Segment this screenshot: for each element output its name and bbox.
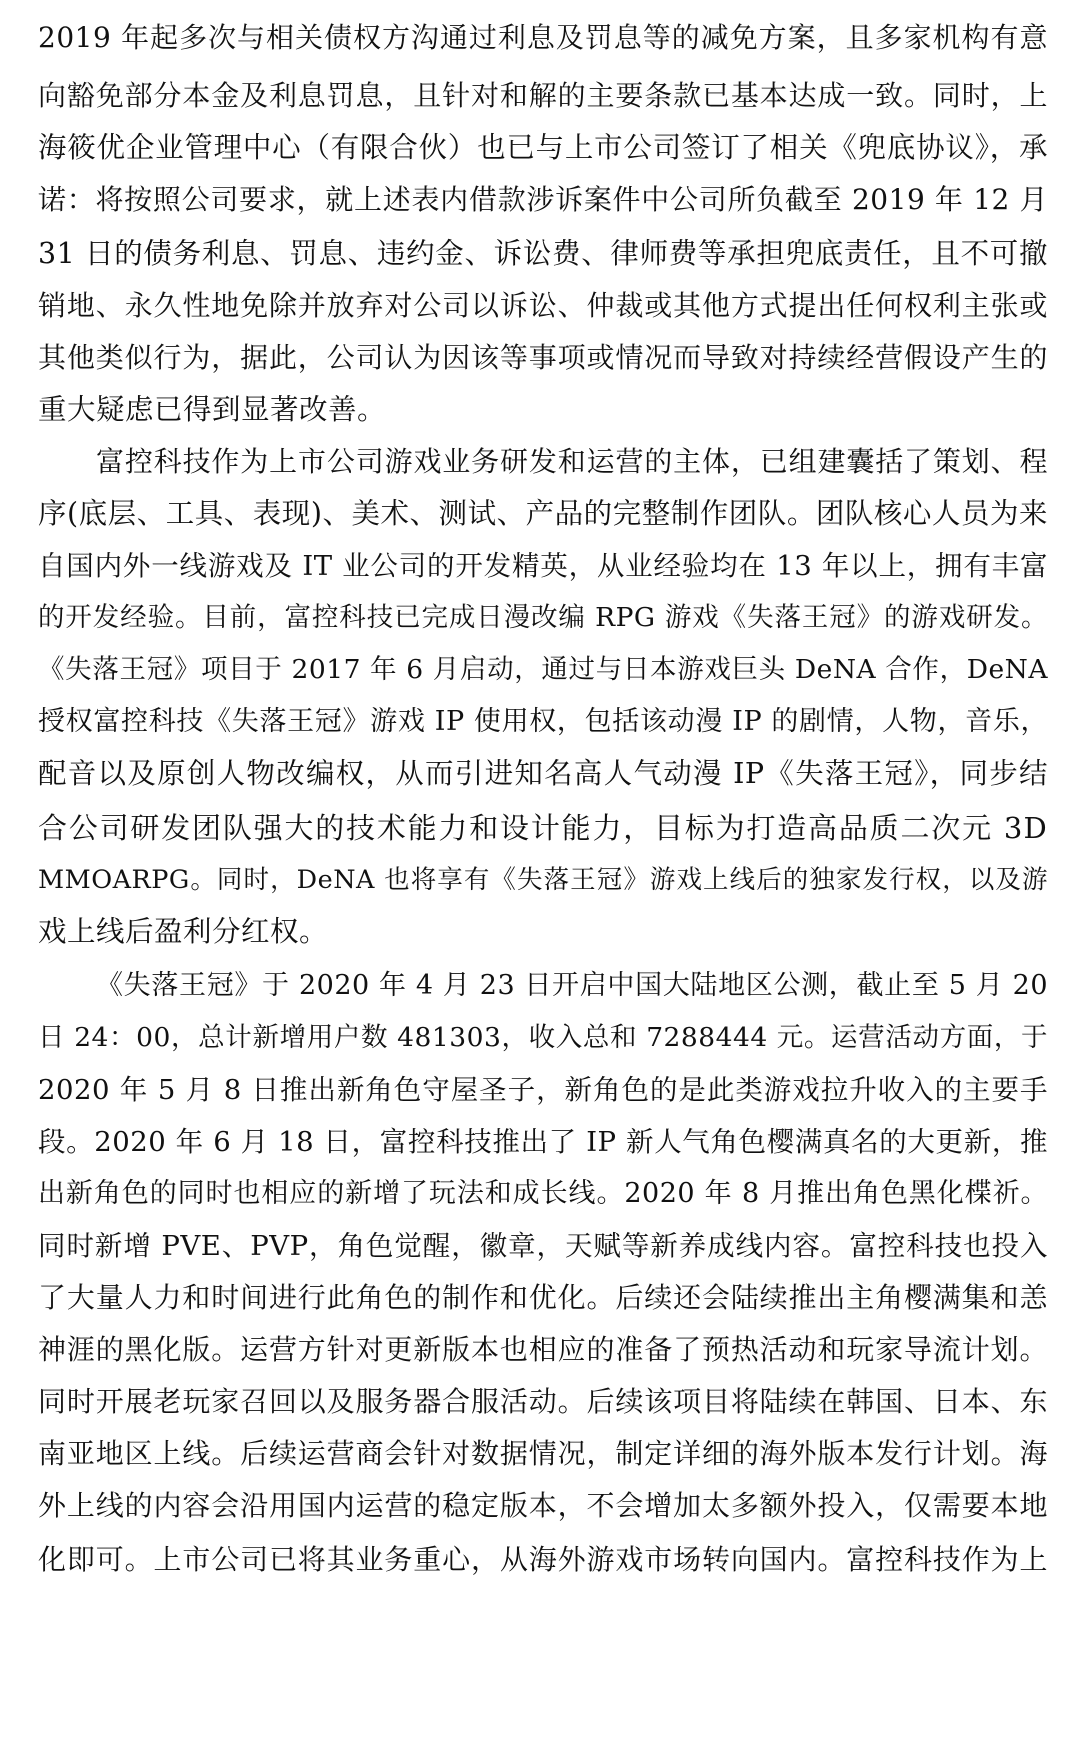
- text-line: 化即可。上市公司已将其业务重心，从海外游戏市场转向国内。富控科技作为上: [38, 1543, 1048, 1576]
- text-line: 戏上线后盈利分红权。: [38, 915, 329, 948]
- text-line: 《失落王冠》项目于 2017 年 6 月启动，通过与日本游戏巨头 DeNA 合作，DeNA: [38, 654, 1048, 685]
- text-line: 2020 年 5 月 8 日推出新角色守屋圣子，新角色的是此类游戏拉升收入的主要手: [38, 1074, 1048, 1106]
- text-line: 授权富控科技《失落王冠》游戏 IP 使用权，包括该动漫 IP 的剧情，人物，音乐，: [38, 706, 1048, 737]
- text-line: 配音以及原创人物改编权，从而引进知名高人气动漫 IP《失落王冠》，同步结: [38, 757, 1048, 790]
- text-line: MMOARPG。同时，DeNA 也将享有《失落王冠》游戏上线后的独家发行权，以及游: [38, 865, 1048, 895]
- text-line: 向豁免部分本金及利息罚息，且针对和解的主要条款已基本达成一致。同时，上: [38, 79, 1048, 112]
- text-line: 2019 年起多次与相关债权方沟通过利息及罚息等的减免方案，且多家机构有意: [38, 21, 1048, 54]
- paragraph-first-line: 《失落王冠》于 2020 年 4 月 23 日开启中国大陆地区公测，截止至 5 月 20: [96, 970, 1048, 1001]
- text-line: 重大疑虑已得到显著改善。: [38, 393, 387, 426]
- text-line: 的开发经验。目前，富控科技已完成日漫改编 RPG 游戏《失落王冠》的游戏研发。: [38, 602, 1048, 633]
- text-line: 诺：将按照公司要求，就上述表内借款涉诉案件中公司所负截至 2019 年 12 月: [38, 183, 1048, 216]
- text-line: 神涯的黑化版。运营方针对更新版本也相应的准备了预热活动和玩家导流计划。: [38, 1333, 1048, 1366]
- text-line: 南亚地区上线。后续运营商会针对数据情况，制定详细的海外版本发行计划。海: [38, 1437, 1048, 1470]
- text-line: 段。2020 年 6 月 18 日，富控科技推出了 IP 新人气角色樱满真名的大更新，推: [38, 1126, 1048, 1158]
- text-line: 合公司研发团队强大的技术能力和设计能力，目标为打造高品质二次元 3D: [38, 811, 1048, 845]
- text-line: 了大量人力和时间进行此角色的制作和优化。后续还会陆续推出主角樱满集和恙: [38, 1281, 1048, 1314]
- text-line: 日 24：00，总计新增用户数 481303，收入总和 7288444 元。运营活动方面，于: [38, 1022, 1048, 1053]
- text-line: 序(底层、工具、表现)、美术、测试、产品的完整制作团队。团队核心人员为来: [38, 497, 1048, 530]
- text-line: 其他类似行为，据此，公司认为因该等事项或情况而导致对持续经营假设产生的: [38, 341, 1048, 374]
- text-line: 海筱优企业管理中心（有限合伙）也已与上市公司签订了相关《兜底协议》，承: [38, 131, 1048, 164]
- text-line: 销地、永久性地免除并放弃对公司以诉讼、仲裁或其他方式提出任何权利主张或: [38, 289, 1048, 322]
- paragraph-first-line: 富控科技作为上市公司游戏业务研发和运营的主体，已组建囊括了策划、程: [96, 445, 1048, 478]
- text-line: 同时新增 PVE、PVP，角色觉醒，徽章，天赋等新养成线内容。富控科技也投入: [38, 1230, 1048, 1262]
- text-line: 自国内外一线游戏及 IT 业公司的开发精英，从业经验均在 13 年以上，拥有丰富: [38, 550, 1048, 582]
- text-line: 出新角色的同时也相应的新增了玩法和成长线。2020 年 8 月推出角色黑化楪祈。: [38, 1178, 1048, 1209]
- text-line: 外上线的内容会沿用国内运营的稳定版本，不会增加太多额外投入，仅需要本地: [38, 1489, 1048, 1522]
- text-line: 31 日的债务利息、罚息、违约金、诉讼费、律师费等承担兜底责任，且不可撤: [38, 237, 1048, 270]
- text-line: 同时开展老玩家召回以及服务器合服活动。后续该项目将陆续在韩国、日本、东: [38, 1385, 1048, 1418]
